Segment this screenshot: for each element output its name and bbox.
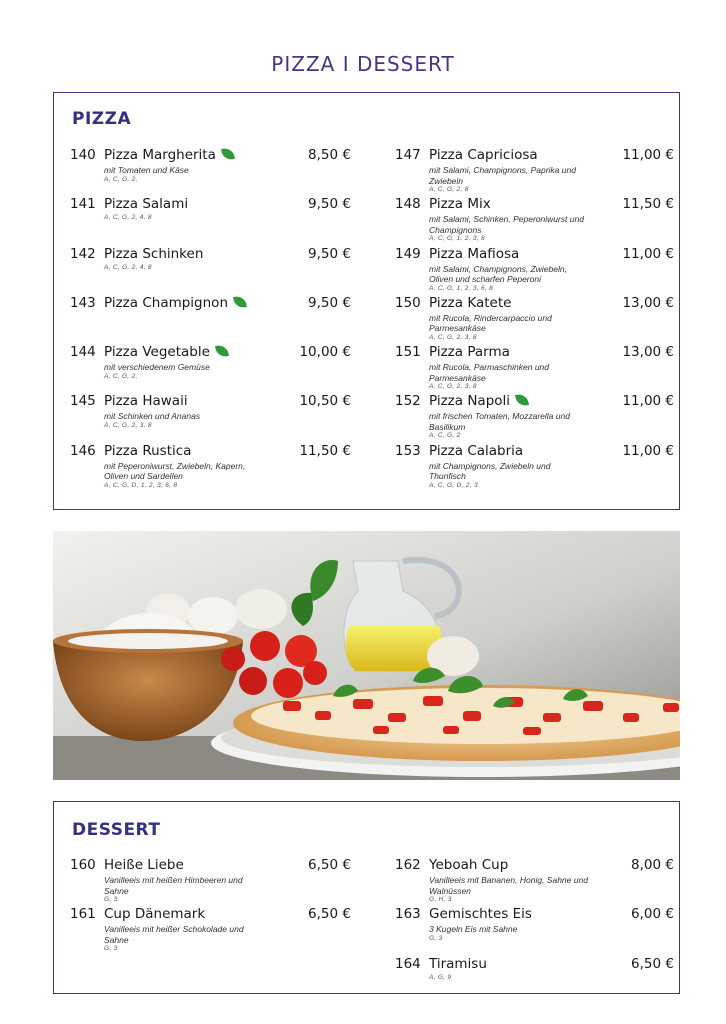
menu-item-allergens: G, 3 [429,934,443,942]
menu-item-description-block [104,924,264,953]
menu-item [70,147,351,196]
menu-item-name-wrap [104,246,203,262]
menu-item-number: 147 [395,147,421,163]
menu-item-name: Pizza Napoli [429,393,511,410]
menu-item-allergens: A, C, G, 1, 2, 3, 6, 8 [429,284,494,292]
menu-item-name-wrap [104,344,228,360]
menu-item-allergens: A, C, G, 2, 3, 8 [429,333,477,341]
menu-item [395,344,674,393]
menu-item-price: 11,00 € [622,245,674,262]
menu-item-name: Pizza Calabria [429,442,524,459]
dessert-section [53,801,680,994]
menu-item-description: mit Champignons, Zwiebeln und Thunfisch [429,460,551,482]
menu-item-description-block [104,214,264,222]
menu-item [395,246,674,295]
menu-item-name-wrap [104,295,246,311]
menu-item-name-wrap [429,393,528,409]
menu-item-allergens: G, H, 3 [429,896,452,903]
menu-item-name-wrap [104,147,234,163]
menu-item-description-block [104,165,264,184]
menu-item [395,196,674,245]
menu-item-description: mit Salami, Champignons, Paprika und Zwiebeln [429,165,576,186]
menu-item-price: 9,50 € [308,196,351,213]
menu-item-description: mit Rucola, Rindercarpaccio und Parmesankäse [429,312,552,334]
menu-item-description: Vanilleeis mit heißen Himbeeren und Sahne [104,875,243,896]
dessert-column-right [395,857,674,1005]
menu-item-description-block [429,362,589,391]
menu-item-name: Cup Dänemark [104,906,206,923]
menu-item-name-wrap [429,246,519,262]
menu-item-allergens: A, C, G, D, 1, 2, 3, 6, 8 [104,481,178,489]
menu-item-description: mit Peperoniwurst, Zwiebeln, Kapern, Oliven und Sardellen [104,460,246,482]
menu-item-description-block [104,264,264,272]
menu-item-name: Pizza Mix [429,196,491,213]
menu-item-number: 142 [70,245,96,262]
menu-item-number: 163 [395,906,421,923]
menu-item-description-block [429,411,589,440]
menu-item-name: Pizza Rustica [104,442,192,459]
menu-item-price: 8,50 € [308,147,351,163]
menu-item-price: 11,50 € [622,196,674,213]
menu-item-price: 9,50 € [308,245,351,262]
menu-item-number: 164 [395,955,421,972]
menu-item-description-block [429,165,589,194]
menu-item-description: mit Schinken und Ananas [104,411,201,422]
menu-item-price: 13,00 € [622,344,674,361]
menu-item-number: 148 [395,196,421,213]
menu-item [70,295,351,344]
menu-item-description-block [104,362,264,381]
menu-item-description: mit frischen Tomaten, Mozzarella und Basilikum [429,411,570,432]
menu-item-description: mit Salami, Champignons, Zwiebeln, Oliven und scharfen Peperoni [429,263,567,285]
menu-item-price: 6,00 € [631,906,674,923]
leaf-icon [221,147,235,161]
pizza-photo [53,531,680,780]
menu-item-number: 149 [395,245,421,262]
menu-item-description-block [429,214,589,243]
menu-item-price: 13,00 € [622,294,674,311]
menu-item-number: 150 [395,294,421,311]
menu-item-description-block [429,313,589,342]
menu-item-number: 161 [70,906,96,923]
menu-item-price: 10,00 € [299,344,351,361]
menu-item-description-block [429,461,589,490]
menu-item-description: mit Tomaten und Käse [104,165,189,175]
menu-item [70,393,351,442]
menu-item-name-wrap [429,906,532,922]
menu-item-number: 153 [395,442,421,459]
menu-item-number: 146 [70,442,96,459]
menu-item-price: 8,00 € [631,857,674,873]
menu-item-name: Pizza Salami [104,196,189,213]
menu-item-name-wrap [429,443,523,459]
menu-item-price: 6,50 € [308,857,351,873]
menu-item-name: Tiramisu [429,955,487,972]
menu-item-description: 3 Kugeln Eis mit Sahne [429,924,518,935]
page-title: PIZZA I DESSERT [271,52,455,76]
dessert-column-left [70,857,351,956]
menu-item-description-block [104,875,264,904]
menu-item-name-wrap [429,956,487,972]
menu-item-number: 140 [70,147,96,163]
menu-item-allergens: A, G, 9 [429,973,452,981]
menu-item-description-block [429,264,589,293]
menu-item-number: 144 [70,344,96,361]
dessert-section-title: DESSERT [72,820,161,840]
menu-item-allergens: A, C, G, 2, [104,175,138,183]
menu-item-description-block [429,924,589,943]
menu-item-name-wrap [429,857,508,873]
menu-item-price: 11,00 € [622,442,674,459]
menu-item-price: 11,00 € [622,393,674,410]
leaf-icon [233,295,247,309]
menu-item [70,196,351,245]
menu-item-name: Pizza Champignon [104,294,228,311]
menu-item-number: 151 [395,344,421,361]
menu-item-price: 9,50 € [308,294,351,311]
menu-item-name: Pizza Parma [429,344,510,361]
menu-item-description: mit verschiedenem Gemüse [104,362,210,373]
menu-item-name: Pizza Capriciosa [429,147,538,163]
menu-item-price: 11,50 € [299,442,351,459]
menu-item [70,344,351,393]
menu-item [395,147,674,196]
leaf-icon [515,394,529,408]
leaf-icon [215,344,229,358]
menu-item-allergens: A, C, G, 2 [429,432,461,440]
menu-item-name-wrap [429,147,538,163]
pizza-photo-illustration [53,531,680,780]
menu-item-description: mit Rucola, Parmaschinken und Parmesankäse [429,362,550,383]
pizza-column-left [70,147,351,492]
menu-item-description-block [429,974,589,982]
menu-item-description: Vanilleeis mit heißer Schokolade und Sahne [104,924,244,945]
menu-item-description: mit Salami, Schinken, Peperoniwurst und Champignons [429,214,584,235]
pizza-section-title: PIZZA [72,109,132,129]
menu-item-name: Gemischtes Eis [429,906,532,923]
menu-item-price: 10,50 € [299,393,351,410]
menu-item-allergens: A, C, G, D, 2, 3 [429,481,478,489]
menu-item-allergens: A, C, G, 2, 3, 8 [429,383,477,391]
menu-item [395,393,674,442]
menu-item-name-wrap [429,344,510,360]
menu-item-name: Pizza Margherita [104,147,216,163]
menu-item-name-wrap [104,393,188,409]
menu-item-name: Pizza Schinken [104,245,204,262]
menu-item-price: 6,50 € [631,955,674,972]
menu-item-allergens: A, C, G, 2, [104,372,138,380]
menu-item-name-wrap [429,295,511,311]
pizza-column-right [395,147,674,492]
menu-item-number: 141 [70,196,96,213]
menu-item [395,956,674,1005]
menu-item [395,906,674,955]
menu-item-name-wrap [104,857,184,873]
menu-item-name-wrap [104,443,191,459]
menu-item-name-wrap [429,196,491,212]
menu-item-allergens: A, C, G, 2, 8 [429,186,469,193]
menu-item-number: 152 [395,393,421,410]
menu-item-name-wrap [104,906,205,922]
menu-item-description-block [104,461,264,490]
menu-item-name: Pizza Hawaii [104,393,188,410]
menu-item-allergens: G, 3 [104,896,118,903]
menu-item-number: 143 [70,294,96,311]
menu-item-allergens: G, 3 [104,945,118,953]
menu-item [70,906,351,955]
menu-item-name: Heiße Liebe [104,857,184,873]
menu-item-name-wrap [104,196,188,212]
menu-item [70,246,351,295]
menu-item-allergens: A, C, G, 2, 4, 8 [104,214,152,222]
menu-item-name: Pizza Katete [429,294,512,311]
menu-item-description-block [429,875,589,904]
pizza-section [53,92,680,510]
menu-item-allergens: A, C, G, 1, 2, 3, 8 [429,235,485,243]
menu-item-price: 11,00 € [622,147,674,163]
menu-item-number: 162 [395,857,421,873]
menu-item [70,857,351,906]
menu-item-number: 145 [70,393,96,410]
menu-item [70,443,351,492]
menu-item-allergens: A, C, G, 2, 3, 8 [104,421,152,429]
menu-item [395,295,674,344]
menu-item-allergens: A, C, G, 2, 4, 8 [104,263,152,271]
menu-item [395,857,674,906]
menu-item-name: Pizza Mafiosa [429,245,520,262]
menu-item-number: 160 [70,857,96,873]
menu-item-price: 6,50 € [308,906,351,923]
menu-item-name: Yeboah Cup [429,857,509,873]
menu-item-name: Pizza Vegetable [104,344,210,361]
menu-item-description-block [104,411,264,430]
menu-item-description: Vanilleeis mit Bananen, Honig, Sahne und Walnüssen [429,875,588,896]
menu-item [395,443,674,492]
